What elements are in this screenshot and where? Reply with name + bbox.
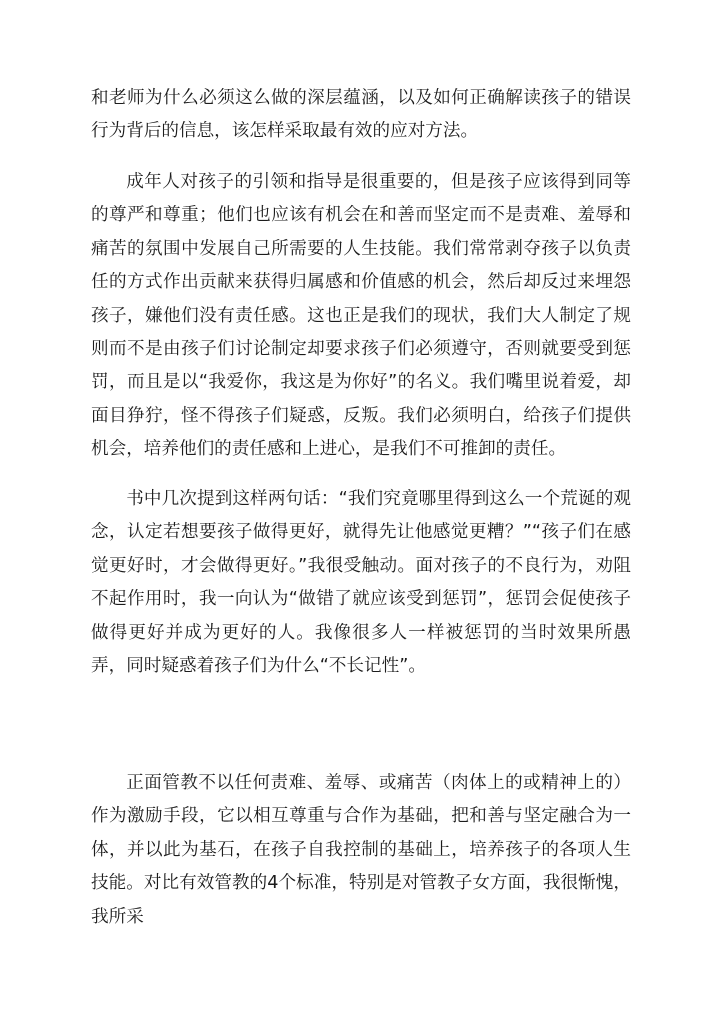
paragraph-text-1: 和老师为什么必须这么做的深层蕴涵，以及如何正确解读孩子的错误行为背后的信息，该怎样采取最有效的应对方法。 <box>91 88 631 142</box>
paragraph-book-quotes <box>91 483 631 683</box>
paragraph-positive-discipline <box>91 767 631 934</box>
paragraph-text-3: 书中几次提到这样两句话：“我们究竟哪里得到这么一个荒诞的观念，认定若想要孩子做得更好，就得先让他感觉更糟？”“孩子们在感觉更好时，才会做得更好。”我很受触动。面对孩子的不良行为，劝阻不起作用时，我一向认为“做错了就应该受到惩罚”，惩罚会促使孩子做得更好并成为更好的人。我像很多人一样被惩罚的当时效果所愚弄，同时疑惑着孩子们为什么“不长记性”。 <box>91 489 631 677</box>
paragraph-text-4: 正面管教不以任何责难、羞辱、或痛苦（肉体上的或精神上的）作为激励手段，它以相互尊重与合作为基础，把和善与坚定融合为一体，并以此为基石，在孩子自我控制的基础上，培养孩子的各项人生技能。对比有效管教的4个标准，特别是对管教子女方面，我很惭愧，我所采 <box>91 773 631 927</box>
paragraph-continuation <box>91 82 631 149</box>
paragraph-text-2: 成年人对孩子的引领和指导是很重要的，但是孩子应该得到同等的尊严和尊重；他们也应该有机会在和善而坚定而不是责难、羞辱和痛苦的氛围中发展自己所需要的人生技能。我们常常剥夺孩子以负责任的方式作出贡献来获得归属感和价值感的机会，然后却反过来埋怨孩子，嫌他们没有责任感。这也正是我们的现状，我们大人制定了规则而不是由孩子们讨论制定却要求孩子们必须遵守，否则就要受到惩罚，而且是以“我爱你，我这是为你好”的名义。我们嘴里说着爱，却面目狰狞，怪不得孩子们疑惑，反叛。我们必须明白，给孩子们提供机会，培养他们的责任感和上进心，是我们不可推卸的责任。 <box>91 172 631 460</box>
paragraph-adult-guidance <box>91 166 631 467</box>
